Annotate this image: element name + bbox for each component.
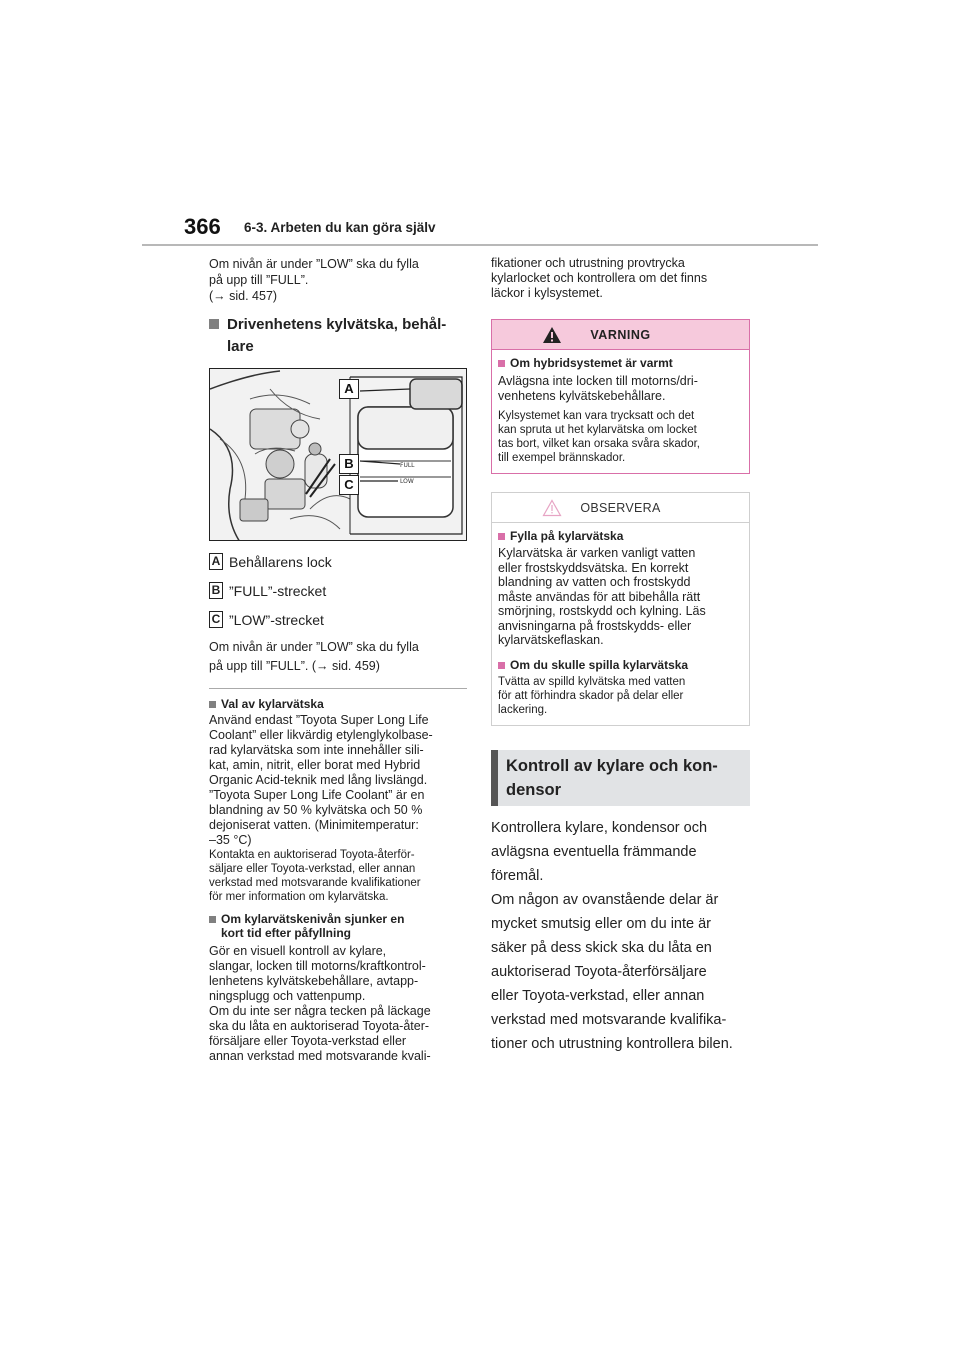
text-line: –35 °C) bbox=[209, 833, 252, 847]
svg-text:FULL: FULL bbox=[400, 462, 415, 469]
figure-label-c: C bbox=[339, 475, 359, 495]
text-line: för mer information om kylarvätska. bbox=[209, 891, 389, 903]
warning-heading-text: Om hybridsystemet är varmt bbox=[510, 356, 673, 370]
notice-text bbox=[498, 546, 743, 648]
text-line: kan spruta ut het kylarvätska om locket bbox=[498, 424, 697, 436]
text-line: avlägsna eventuella främmande bbox=[491, 843, 697, 860]
text-line: annan verkstad med motsvarande kvali- bbox=[209, 1049, 431, 1063]
notice-box bbox=[491, 492, 750, 726]
warning-box bbox=[491, 319, 750, 474]
square-bullet-icon bbox=[209, 701, 216, 708]
text-line: ningsplugg och vattenpump. bbox=[209, 989, 366, 1003]
square-bullet-icon bbox=[209, 319, 219, 329]
refill-note bbox=[209, 638, 467, 676]
text-line: lenhetens kylvätskebehållare, avtapp- bbox=[209, 974, 419, 988]
text-line: lackering. bbox=[498, 703, 548, 716]
text-line: kylarlocket och kontrollera om det finns bbox=[491, 271, 708, 285]
text-line: kylarvätskeflaskan. bbox=[498, 633, 604, 647]
square-bullet-icon bbox=[498, 662, 505, 669]
section-banner bbox=[491, 750, 750, 806]
text-line: kat, amin, nitrit, eller borat med Hybrid bbox=[209, 758, 421, 772]
subsection-heading bbox=[209, 912, 467, 940]
text-line: Kontrollera kylare, kondensor och bbox=[491, 819, 708, 836]
notice-heading bbox=[498, 529, 743, 543]
text-line: eller Toyota-verkstad, eller annan bbox=[491, 987, 705, 1004]
page-number: 366 bbox=[184, 214, 221, 239]
contact-dealer-text bbox=[209, 848, 467, 904]
text-line: på upp till ”FULL”. bbox=[209, 273, 309, 287]
text-line: slangar, locken till motorns/kraftkontrol- bbox=[209, 959, 426, 973]
text-line: blandning av vatten och frostskydd bbox=[498, 575, 691, 589]
text-line: ”Toyota Super Long Life Coolant” är en bbox=[209, 788, 425, 802]
text-line: Kontakta en auktoriserad Toyota-återför- bbox=[209, 849, 415, 861]
notice-header bbox=[492, 493, 749, 523]
text-line: Använd endast ”Toyota Super Long Life bbox=[209, 713, 429, 727]
legend-key: C bbox=[209, 611, 223, 628]
text-line: tioner och utrustning kontrollera bilen. bbox=[491, 1035, 733, 1052]
section-title: 6-3. Arbeten du kan göra själv bbox=[244, 220, 436, 235]
text-line: försäljare eller Toyota-verkstad eller bbox=[209, 1034, 407, 1048]
section-divider bbox=[209, 688, 467, 689]
subheading-line: kort tid efter påfyllning bbox=[221, 926, 352, 940]
intro-paragraph bbox=[209, 256, 467, 304]
coolant-choice-text bbox=[209, 713, 467, 848]
warning-text bbox=[498, 374, 743, 404]
section-heading bbox=[209, 314, 467, 358]
header-rule bbox=[142, 244, 818, 246]
figure-label-a: A bbox=[339, 379, 359, 399]
heading-line: Drivenhetens kylvätska, behål- bbox=[227, 316, 447, 333]
legend-key: A bbox=[209, 553, 223, 570]
text-line: Tvätta av spilld kylvätska med vatten bbox=[498, 675, 686, 688]
engine-bay-illustration bbox=[209, 368, 467, 541]
square-bullet-icon bbox=[498, 533, 505, 540]
text-line: föremål. bbox=[491, 867, 544, 884]
warning-triangle-icon bbox=[542, 326, 562, 344]
square-bullet-icon bbox=[209, 916, 216, 923]
text-line: mycket smutsig eller om du inte är bbox=[491, 915, 711, 932]
banner-title-line: densor bbox=[506, 780, 562, 799]
text-line: Om du inte ser några tecken på läckage bbox=[209, 1004, 431, 1018]
legend-text: Behållarens lock bbox=[229, 553, 332, 570]
text-line: dejoniserat vatten. (Minimitemperatur: bbox=[209, 818, 419, 832]
right-column bbox=[491, 256, 750, 1056]
text-line: verkstad med motsvarande kvalifika- bbox=[491, 1011, 727, 1028]
text-line: läckor i kylsystemet. bbox=[491, 286, 603, 300]
notice-heading bbox=[498, 658, 743, 672]
text-line: venhetens kylvätskebehållare. bbox=[498, 389, 666, 403]
text-line: Organic Acid-teknik med lång livslängd. bbox=[209, 773, 428, 787]
text-line: till exempel brännskador. bbox=[498, 452, 626, 464]
text-line: smörjning, rostskydd och kylning. Läs bbox=[498, 604, 706, 618]
text-line: eller frostskyddsvätska. En korrekt bbox=[498, 560, 689, 575]
subheading-line: Om kylarvätskenivån sjunker en bbox=[221, 912, 405, 926]
text-line: fikationer och utrustning provtrycka bbox=[491, 256, 685, 270]
figure-label-b: B bbox=[339, 454, 359, 474]
text-line: säker på dess skick ska du låta en bbox=[491, 939, 712, 956]
text-line: verkstad med motsvarande kvalifikationer bbox=[209, 877, 421, 889]
level-drop-text bbox=[209, 944, 467, 1064]
text-line: Om någon av ovanstående delar är bbox=[491, 891, 719, 908]
text-line: rad kylarvätska som inte innehåller sili- bbox=[209, 743, 424, 757]
text-line: Kylarvätska är varken vanligt vatten bbox=[498, 546, 696, 560]
text-line: Om nivån är under ”LOW” ska du fylla bbox=[209, 640, 419, 654]
legend-item-b bbox=[209, 582, 467, 599]
square-bullet-icon bbox=[498, 360, 505, 367]
heading-line: lare bbox=[227, 338, 254, 355]
svg-text:LOW: LOW bbox=[400, 478, 414, 485]
notice-heading-text: Om du skulle spilla kylarvätska bbox=[510, 657, 689, 672]
text-line: auktoriserad Toyota-återförsäljare bbox=[491, 963, 707, 980]
banner-accent-bar bbox=[491, 750, 498, 806]
warning-heading bbox=[498, 356, 743, 370]
text-line: Kylsystemet kan vara trycksatt och det bbox=[498, 410, 695, 422]
warning-detail-text bbox=[498, 409, 743, 465]
text-line: tas bort, vilket kan orsaka svåra skador, bbox=[498, 438, 700, 450]
continued-text bbox=[491, 256, 750, 301]
text-line: ska du låta en auktoriserad Toyota-åter- bbox=[209, 1019, 430, 1033]
page-reference: (→ sid. 457) bbox=[209, 289, 278, 303]
notice-label: OBSERVERA bbox=[580, 500, 661, 515]
banner-title-line: Kontroll av kylare och kon- bbox=[506, 756, 718, 775]
legend-text: ”FULL”-strecket bbox=[229, 582, 327, 599]
text-line: säljare eller Toyota-verkstad, eller annan bbox=[209, 863, 416, 875]
text-line: för att förhindra skador på delar eller bbox=[498, 689, 684, 702]
subheading-text: Val av kylarvätska bbox=[221, 697, 324, 711]
text-line: blandning av 50 % kylvätska och 50 % bbox=[209, 803, 423, 817]
notice-text bbox=[498, 675, 743, 717]
text-line: på upp till ”FULL”. (→ sid. 459) bbox=[209, 659, 380, 673]
text-line: Coolant” eller likvärdig etylenglykolbase- bbox=[209, 728, 433, 742]
legend-item-a bbox=[209, 553, 467, 570]
warning-label: VARNING bbox=[590, 327, 651, 342]
left-column bbox=[209, 256, 467, 1064]
text-line: Om nivån är under ”LOW” ska du fylla bbox=[209, 257, 419, 271]
legend-text: ”LOW”-strecket bbox=[229, 611, 324, 628]
inspection-text bbox=[491, 816, 750, 1056]
text-line: anvisningarna på frostskydds- eller bbox=[498, 618, 692, 633]
warning-header bbox=[492, 320, 749, 350]
caution-triangle-icon bbox=[542, 499, 562, 517]
text-line: Gör en visuell kontroll av kylare, bbox=[209, 944, 387, 958]
text-line: måste användas för att bibehålla rätt bbox=[498, 589, 701, 604]
notice-heading-text: Fylla på kylarvätska bbox=[510, 529, 624, 543]
legend-item-c bbox=[209, 611, 467, 628]
text-line: Avlägsna inte locken till motorns/dri- bbox=[498, 374, 698, 388]
subsection-heading bbox=[209, 697, 467, 711]
legend-key: B bbox=[209, 582, 223, 599]
